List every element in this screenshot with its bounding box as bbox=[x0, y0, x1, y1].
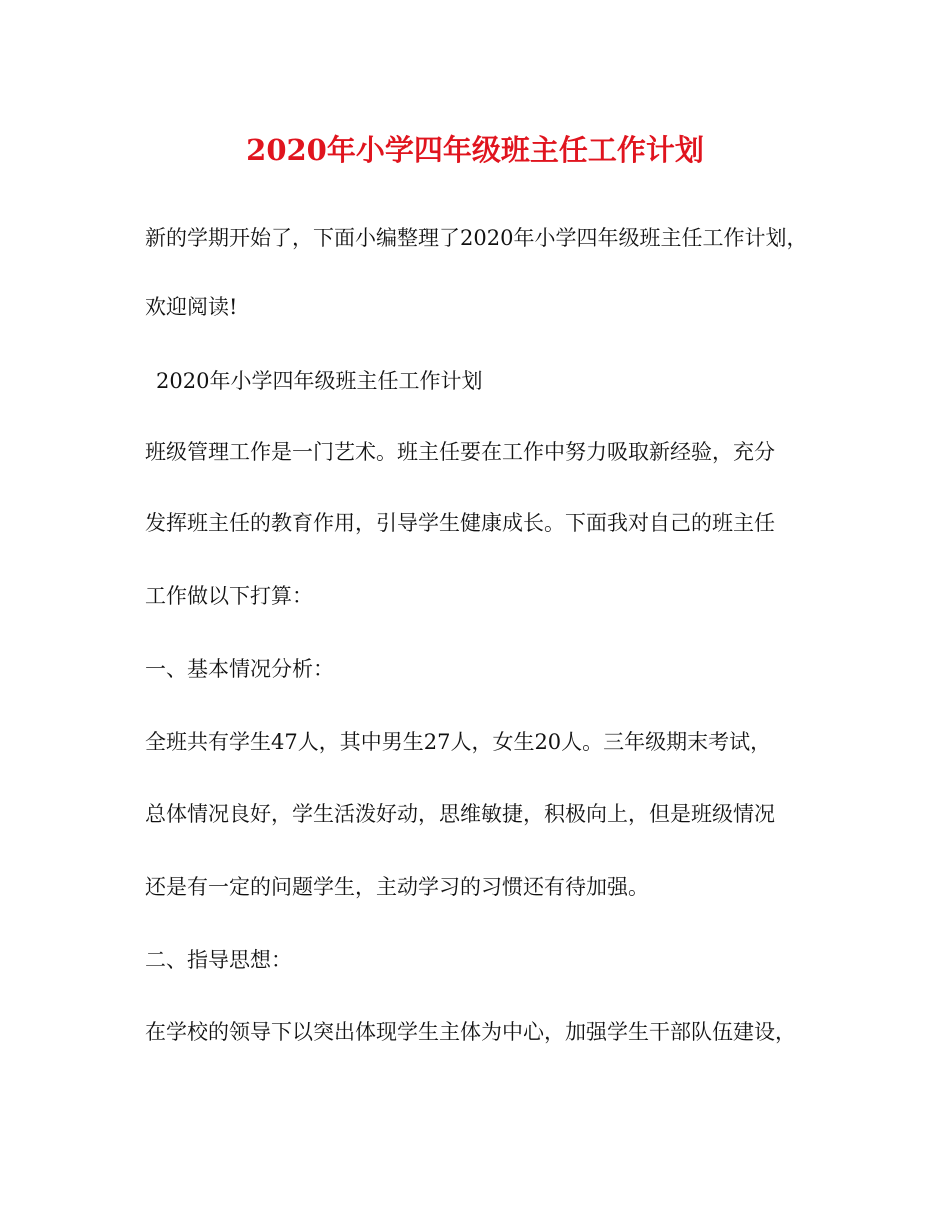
paragraph-line: 全班共有学生47人，其中男生27人，女生20人。三年级期末考试， bbox=[145, 730, 772, 754]
document-title: 2020年小学四年级班主任工作计划 bbox=[246, 133, 704, 167]
paragraph-line: 欢迎阅读! bbox=[145, 295, 238, 319]
paragraph-line: 发挥班主任的教育作用，引导学生健康成长。下面我对自己的班主任 bbox=[145, 511, 775, 535]
paragraph-line: 还是有一定的问题学生，主动学习的习惯还有待加强。 bbox=[145, 875, 649, 899]
paragraph-line: 总体情况良好，学生活泼好动，思维敏捷，积极向上，但是班级情况 bbox=[145, 802, 775, 826]
subtitle-line: 2020年小学四年级班主任工作计划 bbox=[156, 369, 483, 393]
paragraph-line: 班级管理工作是一门艺术。班主任要在工作中努力吸取新经验，充分 bbox=[145, 440, 775, 464]
section-heading: 一、基本情况分析： bbox=[145, 657, 334, 681]
paragraph-line: 工作做以下打算： bbox=[145, 584, 313, 608]
paragraph-line: 新的学期开始了，下面小编整理了2020年小学四年级班主任工作计划， bbox=[145, 226, 808, 250]
paragraph-line: 在学校的领导下以突出体现学生主体为中心，加强学生干部队伍建设， bbox=[145, 1020, 796, 1044]
section-heading: 二、指导思想： bbox=[145, 948, 292, 972]
